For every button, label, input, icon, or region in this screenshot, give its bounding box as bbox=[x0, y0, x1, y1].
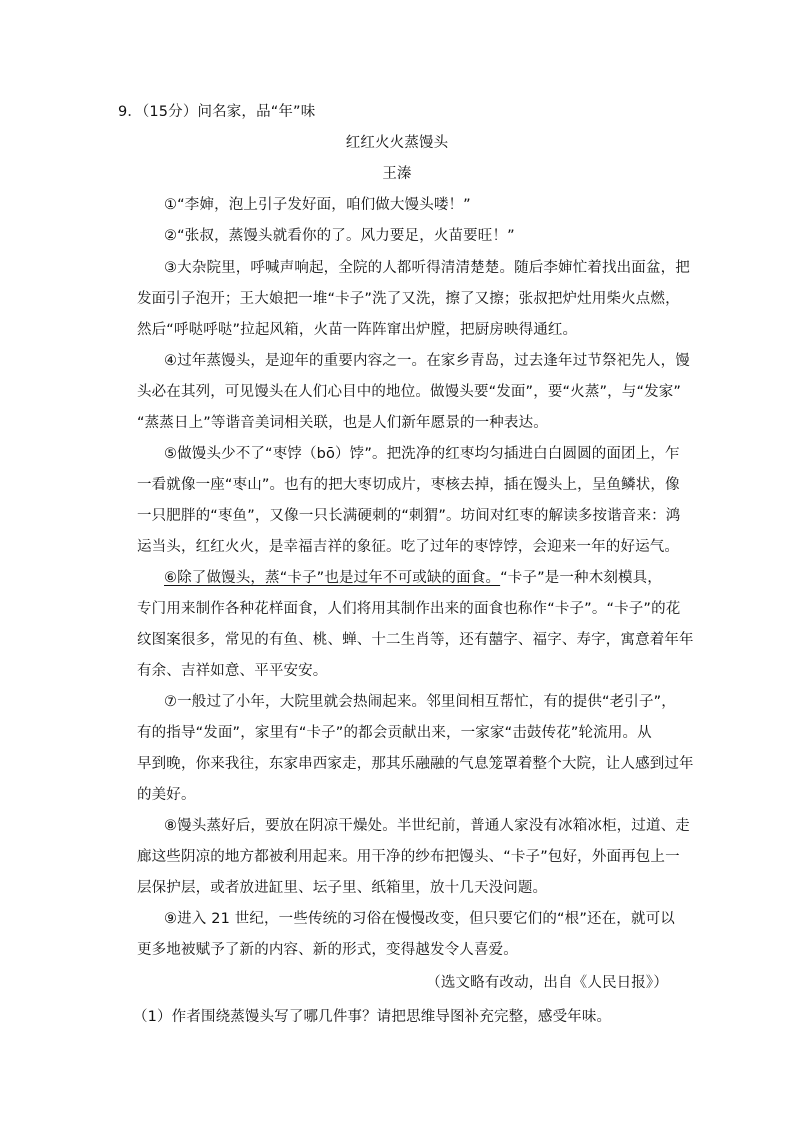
question-header bbox=[118, 102, 315, 122]
paragraph-line: 有余、吉祥如意、平平安安。 bbox=[137, 663, 328, 679]
paragraph-line: 纹图案很多，常见的有鱼、桃、蝉、十二生肖等，还有囍字、福字、寿字，寓意着年年 bbox=[137, 632, 694, 648]
paragraph-line: 有的指导“发面”，家里有“卡子”的都会贡献出来，一家家“击鼓传花”轮流用。从 bbox=[137, 725, 652, 741]
question-number: 9．（15分） bbox=[118, 104, 198, 120]
paragraph-line: 运当头，红红火火，是幸福吉祥的象征。吃了过年的枣饽饽，会迎来一年的好运气。 bbox=[137, 539, 680, 555]
paragraph-line: 一只肥胖的“枣鱼”，又像一只长满硬刺的“刺猬”。坊间对红枣的解读多按谐音来：鸿 bbox=[137, 508, 681, 524]
underlined-sentence: ⑥除了做馒头，蒸“卡子”也是过年不可或缺的面食。 bbox=[164, 570, 501, 586]
paragraph-text: “卡子”是一种木刻模具， bbox=[500, 570, 662, 586]
paragraph-line: 专门用来制作各种花样面食，人们将用其制作出来的面食也称作“卡子”。“卡子”的花 bbox=[137, 601, 681, 617]
paragraph-line: 然后“呼哒呼哒”拉起风箱，火苗一阵阵窜出炉膛，把厨房映得通红。 bbox=[137, 322, 578, 338]
paragraph-line: ②“张叔，蒸馒头就看你的了。风力要足，火苗要旺！” bbox=[164, 228, 515, 244]
paragraph-line: 廊这些阴凉的地方都被利用起来。用干净的纱布把馒头、“卡子”包好，外面再包上一 bbox=[137, 849, 680, 865]
subquestion-1: （1）作者围绕蒸馒头写了哪几件事？请把思维导图补充完整，感受年味。 bbox=[133, 1009, 612, 1025]
paragraph-line: “蒸蒸日上”等谐音美词相关联，也是人们新年愿景的一种表达。 bbox=[137, 415, 548, 431]
paragraph-line: 更多地被赋予了新的内容、新的形式，变得越发令人喜爱。 bbox=[137, 942, 518, 958]
paragraph-line: ⑤做馒头少不了“枣饽（bō）饽”。把洗净的红枣均匀插进白白圆圆的面团上，乍 bbox=[164, 446, 680, 462]
article-source: （选文略有改动，出自《人民日报》） bbox=[426, 975, 668, 991]
paragraph-line: ①“李婶，泡上引子发好面，咱们做大馒头喽！” bbox=[164, 197, 471, 213]
paragraph-line: 头必在其列，可见馒头在人们心目中的地位。做馒头要“发面”，要“火蒸”，与“发家” bbox=[137, 384, 682, 400]
paragraph-line: ④过年蒸馒头，是迎年的重要内容之一。在家乡青岛，过去逢年过节祭祀先人，馒 bbox=[164, 353, 690, 369]
paragraph-line: 层保护层，或者放进缸里、坛子里、纸箱里，放十几天没问题。 bbox=[137, 880, 548, 896]
paragraph-line: ⑦一般过了小年，大院里就会热闹起来。邻里间相互帮忙，有的提供“老引子”， bbox=[164, 694, 676, 710]
paragraph-line bbox=[164, 568, 662, 588]
paragraph-line: ⑨进入 21 世纪，一些传统的习俗在慢慢改变，但只要它们的“根”还在，就可以 bbox=[164, 911, 675, 927]
paragraph-line: 发面引子泡开；王大娘把一堆“卡子”洗了又洗，擦了又擦；张叔把炉灶用柴火点燃， bbox=[137, 291, 680, 307]
article-title: 红红火火蒸馒头 bbox=[345, 135, 449, 151]
paragraph-line: 早到晚，你来我往，东家串西家走，那其乐融融的气息笼罩着整个大院，让人感到过年 bbox=[137, 756, 694, 772]
paragraph-line: ③大杂院里，呼喊声响起，全院的人都听得清清楚楚。随后李婶忙着找出面盆，把 bbox=[164, 260, 690, 276]
paragraph-line: 一看就像一座“枣山”。也有的把大枣切成片，枣核去掉，插在馒头上，呈鱼鳞状，像 bbox=[137, 477, 680, 493]
question-title: 问名家，品“年”味 bbox=[197, 104, 316, 120]
paragraph-line: ⑧馒头蒸好后，要放在阴凉干燥处。半世纪前，普通人家没有冰箱冰柜，过道、走 bbox=[164, 818, 690, 834]
article-author: 王溱 bbox=[382, 166, 412, 182]
paragraph-line: 的美好。 bbox=[137, 787, 196, 803]
